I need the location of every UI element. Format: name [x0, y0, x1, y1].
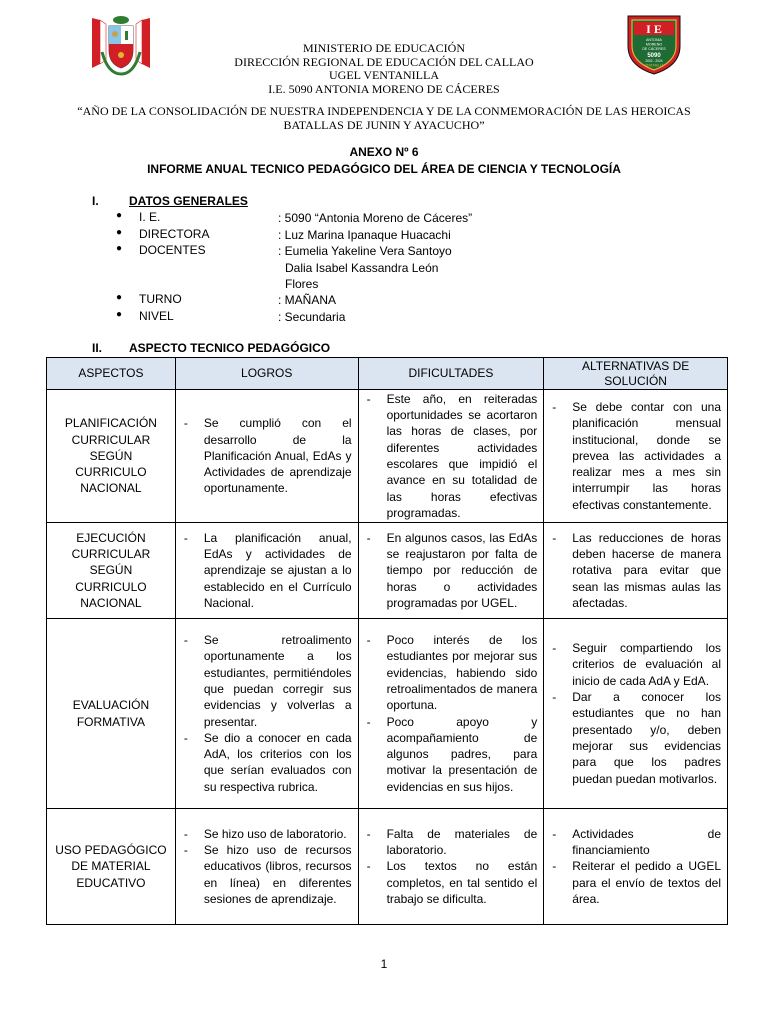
- aspect-cell: EVALUACIÓN FORMATIVA: [47, 619, 176, 809]
- section-number: II.: [92, 341, 103, 355]
- list-item: - Se debe contar con una planificación mensual institucional, donde se prevea las actividades a realizar mes a mes sin interrumpir las horas efectivas constantemente.: [550, 399, 721, 513]
- list-item: - Los textos no están completos, en tal sentido el trabajo se dificulta.: [365, 858, 538, 907]
- dificultades-cell: [358, 619, 544, 809]
- bullet-icon: ●: [116, 243, 123, 254]
- table-header-row: [47, 358, 728, 390]
- list-item: - Se hizo uso de recursos educativos (libros, recursos en línea) en diferentes sesiones de aprendizaje.: [182, 842, 352, 907]
- logros-cell: [175, 390, 358, 523]
- bullet-icon: ●: [116, 292, 123, 303]
- svg-text:5090: 5090: [647, 53, 661, 59]
- logros-cell: [175, 523, 358, 619]
- list-item: - Seguir compartiendo los criterios de evaluación al inicio de cada AdA y EdA.: [550, 640, 721, 689]
- svg-text:2002 - 2024: 2002 - 2024: [645, 59, 663, 63]
- bullet-icon: ●: [116, 226, 123, 238]
- svg-text:VENTANILLA: VENTANILLA: [644, 63, 664, 68]
- ministry-header: [0, 42, 768, 96]
- column-header: DIFICULTADES: [358, 358, 544, 390]
- ministry-line: DIRECCIÓN REGIONAL DE EDUCACIÓN DEL CALLAO: [234, 54, 534, 69]
- aspect-cell: PLANIFICACIÓN CURRICULAR SEGÚN CURRICULO NACIONAL: [47, 390, 176, 523]
- table-row: [47, 809, 728, 925]
- list-item: - La planificación anual, EdAs y actividades de aprendizaje se ajustan a lo establecido en el Currículo Nacional.: [182, 530, 352, 611]
- alternativas-cell: [544, 523, 728, 619]
- document-title: [0, 144, 768, 178]
- dificultades-cell: [358, 809, 544, 925]
- list-item: [0, 309, 768, 325]
- bullet-icon: ●: [116, 309, 123, 320]
- list-item: - En algunos casos, las EdAs se reajustaron por falta de tiempo por reducción de horas o actividades programadas por UGEL.: [365, 530, 538, 611]
- alternativas-cell: [544, 390, 728, 523]
- list-item: - Reiterar el pedido a UGEL para el envío de textos del área.: [550, 858, 721, 907]
- field-value: : MAÑANA: [278, 293, 337, 307]
- list-item: - Las reducciones de horas deben hacerse de manera rotativa para evitar que sean las mismas aulas las afectadas.: [550, 530, 721, 611]
- bullet-icon: ●: [116, 210, 123, 221]
- svg-text:DE CÁCERES: DE CÁCERES: [642, 47, 666, 51]
- ministry-line: MINISTERIO DE EDUCACIÓN: [303, 41, 465, 55]
- list-item: [0, 210, 768, 226]
- field-value: : 5090 “Antonia Moreno de Cáceres”: [278, 211, 473, 225]
- column-header: ASPECTOS: [47, 358, 176, 390]
- list-item: - Actividades de financiamiento: [550, 826, 721, 859]
- svg-text:I E: I E: [646, 22, 662, 36]
- list-item: - Falta de materiales de laboratorio.: [365, 826, 538, 859]
- column-header: LOGROS: [175, 358, 358, 390]
- alternativas-cell: [544, 809, 728, 925]
- table-row: [47, 390, 728, 523]
- list-item: - Dar a conocer los estudiantes que no han presentado y/o, deben mejorar sus evidencias para que los padres puedan puedan motivarlos.: [550, 689, 721, 787]
- logros-cell: [175, 619, 358, 809]
- field-label: DOCENTES: [139, 243, 206, 257]
- list-item: - Se dio a conocer en cada AdA, los criterios con los que serían evaluados con su respectiva rubrica.: [182, 730, 352, 795]
- year-motto: “AÑO DE LA CONSOLIDACIÓN DE NUESTRA INDEPENDENCIA Y DE LA CONMEMORACIÓN DE LAS HEROICAS BATALLAS DE JUNIN Y AYACUCHO”: [77, 104, 691, 132]
- list-item: - Poco interés de los estudiantes por mejorar sus evidencias, habiendo sido retroalimentados de manera oportuna.: [365, 632, 538, 713]
- ministry-line: UGEL VENTANILLA: [328, 68, 439, 82]
- docente-name: Flores: [285, 277, 319, 291]
- field-label: I. E.: [139, 210, 161, 224]
- list-item: - Se hizo uso de laboratorio.: [182, 826, 352, 842]
- section-number: I.: [92, 194, 99, 208]
- section-title: ASPECTO TECNICO PEDAGÓGICO: [129, 341, 331, 355]
- table-row: [47, 619, 728, 809]
- field-label: DIRECTORA: [139, 226, 210, 241]
- alternativas-cell: [544, 619, 728, 809]
- list-item: - Se cumplió con el desarrollo de la Planificación Anual, EdAs y Actividades de aprendizaje oportunamente.: [182, 415, 352, 496]
- list-item: [0, 243, 768, 291]
- aspectos-table: [46, 357, 728, 925]
- aspect-cell: USO PEDAGÓGICO DE MATERIAL EDUCATIVO: [47, 809, 176, 925]
- list-item: - Este año, en reiteradas oportunidades se acortaron las horas de clases, por diferentes actividades escolares que impidió el avance en su totalidad de las horas efectivas programadas.: [365, 391, 538, 521]
- svg-text:ANTONIA: ANTONIA: [646, 38, 662, 42]
- field-label: TURNO: [139, 292, 182, 306]
- anexo-label: ANEXO Nº 6: [349, 145, 419, 159]
- list-item: - Se retroalimento oportunamente a los estudiantes, permitiéndoles que puedan corregir sus evidencias y volverlas a presentar.: [182, 632, 352, 730]
- list-item: [0, 227, 768, 243]
- field-value: [278, 243, 478, 293]
- logros-cell: [175, 809, 358, 925]
- list-item: - Poco apoyo y acompañamiento de algunos padres, para motivar la presentación de evidencias en sus hijos.: [365, 714, 538, 795]
- informe-title: INFORME ANUAL TECNICO PEDAGÓGICO DEL ÁREA DE CIENCIA Y TECNOLOGÍA: [147, 162, 621, 176]
- field-label: NIVEL: [139, 309, 174, 323]
- page-number: 1: [380, 957, 388, 971]
- dificultades-cell: [358, 523, 544, 619]
- aspect-cell: EJECUCIÓN CURRICULAR SEGÚN CURRICULO NACIONAL: [47, 523, 176, 619]
- field-value: : Secundaria: [278, 310, 346, 324]
- list-item: [0, 292, 768, 308]
- ministry-line: I.E. 5090 ANTONIA MORENO DE CÁCERES: [268, 81, 500, 96]
- field-value: : Luz Marina Ipanaque Huacachi: [278, 227, 451, 242]
- docente-name: : Eumelia Yakeline Vera Santoyo: [278, 244, 452, 258]
- docente-name: Dalia Isabel Kassandra León: [285, 260, 439, 275]
- dificultades-cell: [358, 390, 544, 523]
- column-header: ALTERNATIVAS DE SOLUCIÓN: [544, 358, 728, 390]
- table-row: [47, 523, 728, 619]
- svg-text:MORENO: MORENO: [645, 42, 663, 47]
- section-title: DATOS GENERALES: [129, 194, 248, 208]
